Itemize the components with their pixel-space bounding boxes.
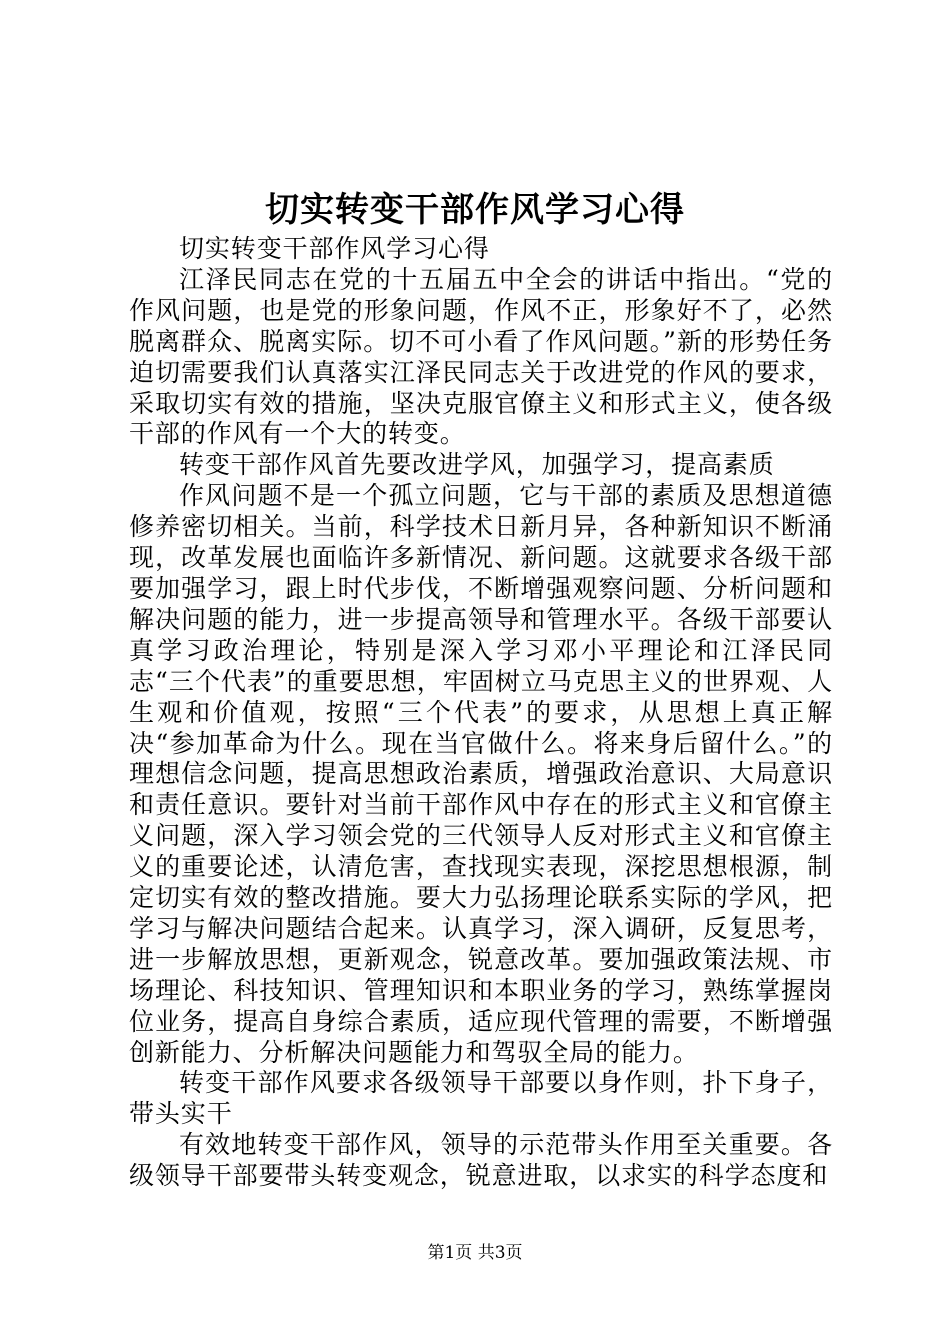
paragraph-study: 作风问题不是一个孤立问题，它与干部的素质及思想道德修养密切相关。当前，科学技术日新月异，各种新知识不断涌现，改革发展也面临许多新情况、新问题。这就要求各级干部要加强学习，跟上时代步伐，不断增强观察问题、分析问题和解决问题的能力，进一步提高领导和管理水平。各级干部要认真学习政治理论，特别是深入学习邓小平理论和江泽民同志“三个代表”的重要思想，牢固树立马克思主义的世界观、人生观和价值观，按照“三个代表”的要求，从思想上真正解决“参加革命为什么。现在当官做什么。将来身后留什么。”的理想信念问题，提高思想政治素质，增强政治意识、大局意识和责任意识。要针对当前干部作风中存在的形式主义和官僚主义问题，深入学习领会党的三代领导人反对形式主义和官僚主义的重要论述，认清危害，查找现实表现，深挖思想根源，制定切实有效的整改措施。要大力弘扬理论联系实际的学风，把学习与解决问题结合起来。认真学习，深入调研，反复思考，进一步解放思想，更新观念，锐意改革。要加强政策法规、市场理论、科技知识、管理知识和本职业务的学习，熟练掌握岗位业务，提高自身综合素质，适应现代管理的需要，不断增强创新能力、分析解决问题能力和驾驭全局的能力。 <box>129 481 833 1067</box>
document-body <box>129 234 833 1192</box>
paragraph-intro: 江泽民同志在党的十五届五中全会的讲话中指出。“党的作风问题，也是党的形象问题，作风不正，形象好不了，必然脱离群众、脱离实际。切不可小看了作风问题。”新的形势任务迫切需要我们认真落实江泽民同志关于改进党的作风的要求，采取切实有效的措施，坚决克服官僚主义和形式主义，使各级干部的作风有一个大的转变。 <box>129 264 833 449</box>
paragraph-subtitle: 切实转变干部作风学习心得 <box>179 234 490 263</box>
document-title: 切实转变干部作风学习心得 <box>265 190 685 230</box>
paragraph-leadership: 有效地转变干部作风，领导的示范带头作用至关重要。各级领导干部要带头转变观念，锐意进取，以求实的科学态度和 <box>129 1130 833 1191</box>
section-heading-study: 转变干部作风首先要改进学风，加强学习，提高素质 <box>179 450 775 480</box>
page-number-footer: 第1页 共3页 <box>427 1243 523 1263</box>
section-heading-leadership: 转变干部作风要求各级领导干部要以身作则，扑下身子，带头实干 <box>129 1068 833 1129</box>
